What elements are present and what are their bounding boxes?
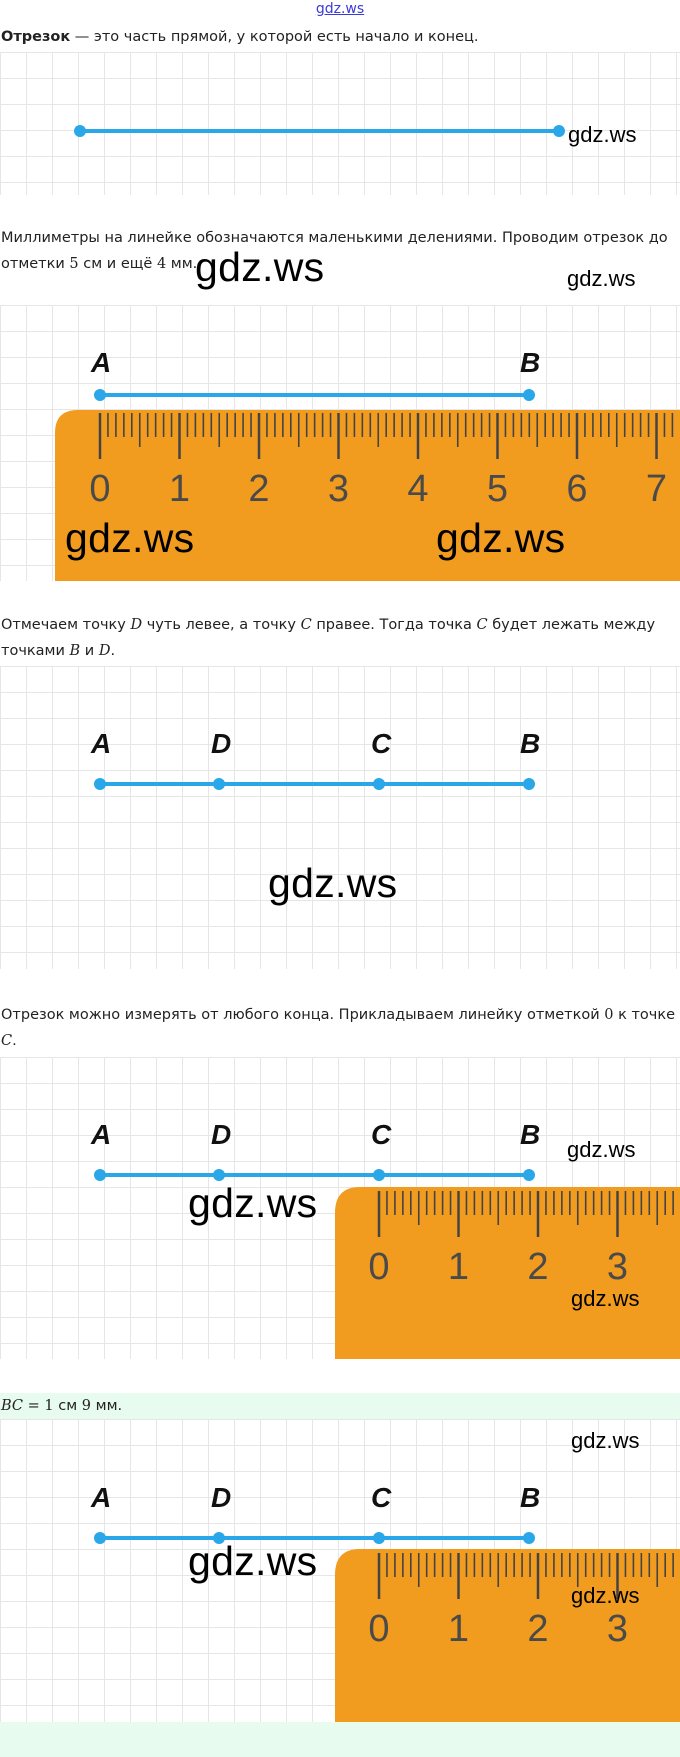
point-label-d: D	[211, 728, 232, 759]
watermark: gdz.ws	[567, 266, 636, 291]
ruler-label: 2	[527, 1246, 549, 1288]
answer-text: BC = 1 см 9 мм.	[1, 1398, 123, 1414]
text-line: Отрезок можно измерять от любого конца. Прикладываем линейку отметкой 0 к точке C.	[1, 1007, 676, 1049]
ruler-label: 2	[248, 468, 270, 510]
text-line: точками B и D.	[1, 643, 116, 659]
point-a	[94, 1532, 106, 1544]
watermark: gdz.ws	[65, 515, 195, 561]
point-label-c: C	[371, 1482, 392, 1513]
ruler-label: 1	[447, 1246, 470, 1288]
text-line: отметки 5 см и ещё 4 мм.	[1, 256, 198, 272]
watermark: gdz.ws	[568, 122, 637, 147]
text-line: Миллиметры на линейке обозначаются маленькими делениями. Проводим отрезок до	[1, 230, 668, 246]
text-line: Отмечаем точку D чуть левее, а точку C правее. Тогда точка C будет лежать между	[1, 617, 656, 633]
watermark: gdz.ws	[188, 1180, 318, 1226]
point-b	[523, 1169, 535, 1181]
point-d	[213, 778, 225, 790]
ruler-label: 0	[368, 1608, 390, 1650]
figure-ruler-final	[0, 1419, 680, 1722]
point-b	[523, 778, 535, 790]
point-label-d: D	[211, 1482, 232, 1513]
point-label-a: A	[91, 1119, 112, 1150]
watermark: gdz.ws	[571, 1286, 640, 1311]
ruler-final-svg	[0, 1419, 680, 1722]
ruler-label: 1	[168, 468, 191, 510]
segment-endpoint	[553, 125, 565, 137]
point-label-c: C	[371, 728, 392, 759]
point-a	[94, 778, 106, 790]
ruler-label: 6	[566, 468, 588, 510]
point-b	[523, 389, 535, 401]
point-label-b: B	[520, 1119, 541, 1150]
answer-strip	[0, 1722, 680, 1757]
point-b	[523, 1532, 535, 1544]
term-bold: Отрезок	[1, 29, 71, 45]
point-label-c: C	[371, 1119, 392, 1150]
ruler-label: 7	[645, 468, 668, 510]
watermark: gdz.ws	[268, 860, 398, 906]
figure-segment	[0, 52, 680, 195]
point-c	[373, 1169, 385, 1181]
point-label-d: D	[211, 1119, 232, 1150]
ruler-label: 0	[89, 468, 111, 510]
ruler-label: 0	[368, 1246, 390, 1288]
point-label-b: B	[520, 1482, 541, 1513]
watermark: gdz.ws	[436, 515, 566, 561]
ruler-label: 3	[606, 1246, 629, 1288]
watermark: gdz.ws	[567, 1137, 636, 1162]
point-c	[373, 778, 385, 790]
point-label-a: A	[91, 347, 112, 378]
point-label-b: B	[520, 347, 541, 378]
point-a	[94, 389, 106, 401]
ruler-label: 4	[407, 468, 429, 510]
points-adcb-svg	[0, 666, 680, 969]
ruler-bc-svg	[0, 1057, 680, 1359]
point-label-a: A	[91, 1482, 112, 1513]
watermark: gdz.ws	[571, 1583, 640, 1608]
definition-text	[1, 24, 479, 50]
point-a	[94, 1169, 106, 1181]
point-label-a: A	[91, 728, 112, 759]
ruler-label: 2	[527, 1608, 549, 1650]
watermark: gdz.ws	[195, 244, 325, 290]
figure-ruler-ab	[0, 305, 680, 581]
answer-box	[0, 1393, 680, 1419]
site-link[interactable]: gdz.ws	[315, 1, 365, 17]
ruler-label: 3	[327, 468, 350, 510]
segment-endpoint	[74, 125, 86, 137]
ruler-label: 3	[606, 1608, 629, 1650]
watermark: gdz.ws	[188, 1538, 318, 1584]
watermark: gdz.ws	[571, 1428, 640, 1453]
point-label-b: B	[520, 728, 541, 759]
figure-points-adcb	[0, 666, 680, 969]
point-c	[373, 1532, 385, 1544]
ruler-label: 1	[447, 1608, 470, 1650]
paragraph-points	[1, 612, 655, 664]
ruler-label: 5	[486, 468, 509, 510]
definition-rest: — это часть прямой, у которой есть начало и конец.	[70, 29, 479, 45]
figure-ruler-bc	[0, 1057, 680, 1359]
